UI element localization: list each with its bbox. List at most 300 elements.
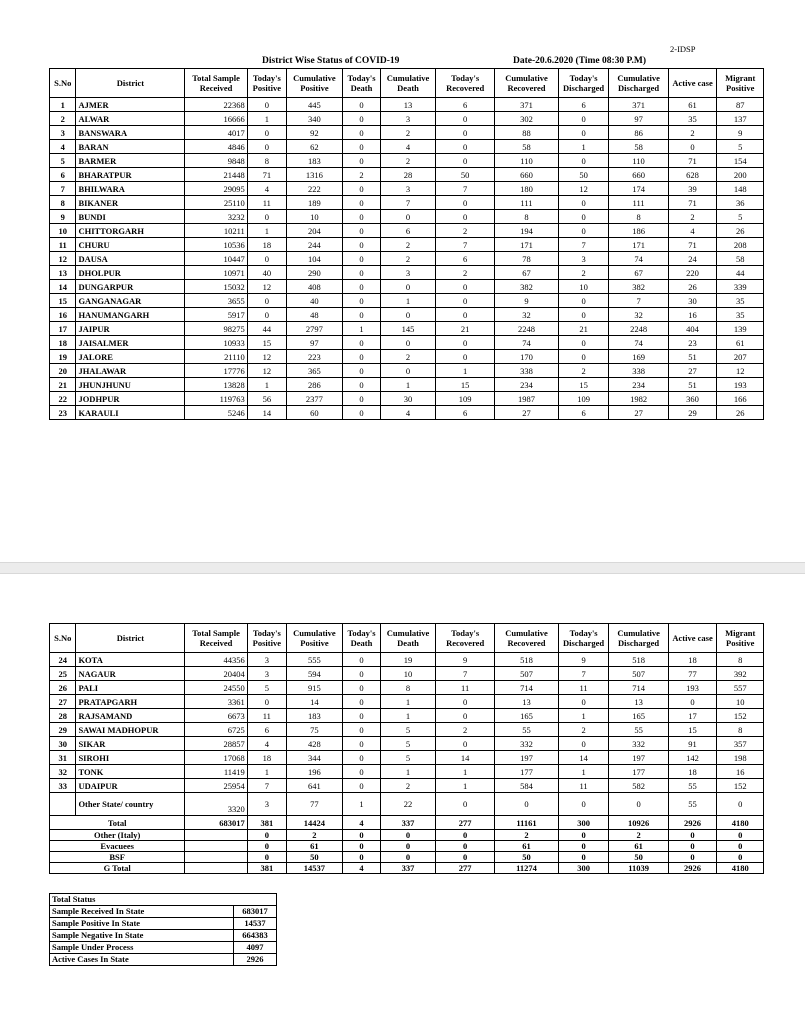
value-cell: 428 <box>286 737 342 751</box>
value-cell: 197 <box>609 751 668 765</box>
value-cell: 365 <box>286 364 342 378</box>
summary-value-cell: 381 <box>247 863 286 874</box>
value-cell: 21448 <box>185 168 247 182</box>
value-cell: 13 <box>609 695 668 709</box>
value-cell: 21 <box>558 322 609 336</box>
table-row <box>50 112 764 126</box>
table-row <box>50 98 764 112</box>
table-row <box>50 294 764 308</box>
serial-number-cell: 6 <box>50 168 76 182</box>
value-cell: 8 <box>717 723 764 737</box>
value-cell: 111 <box>609 196 668 210</box>
value-cell: 6725 <box>185 723 247 737</box>
value-cell: 11419 <box>185 765 247 779</box>
district-table-part-two <box>49 623 764 874</box>
value-cell: 0 <box>342 653 380 667</box>
value-cell: 0 <box>247 98 286 112</box>
value-cell: 35 <box>717 294 764 308</box>
value-cell: 67 <box>495 266 558 280</box>
value-cell: 17068 <box>185 751 247 765</box>
value-cell: 5 <box>381 751 436 765</box>
total-value-cell: 683017 <box>185 816 247 830</box>
serial-number-cell: 30 <box>50 737 76 751</box>
value-cell: 60 <box>286 406 342 420</box>
value-cell: 3 <box>247 653 286 667</box>
value-cell: 40 <box>247 266 286 280</box>
value-cell: 183 <box>286 154 342 168</box>
summary-value-cell: 50 <box>286 852 342 863</box>
value-cell: 10933 <box>185 336 247 350</box>
summary-label: Other (Italy) <box>50 830 185 841</box>
value-cell: 17 <box>668 709 717 723</box>
value-cell: 14 <box>436 751 495 765</box>
value-cell: 67 <box>609 266 668 280</box>
value-cell: 7 <box>381 196 436 210</box>
value-cell: 2 <box>436 723 495 737</box>
value-cell: 2 <box>558 266 609 280</box>
value-cell: 25954 <box>185 779 247 793</box>
value-cell: 11 <box>436 681 495 695</box>
district-name-cell: JAIPUR <box>76 322 185 336</box>
summary-value-cell: 0 <box>668 830 717 841</box>
value-cell: 15 <box>558 378 609 392</box>
value-cell: 0 <box>342 667 380 681</box>
value-cell: 24550 <box>185 681 247 695</box>
value-cell: 0 <box>342 238 380 252</box>
value-cell: 142 <box>668 751 717 765</box>
other-state-row <box>50 793 764 816</box>
value-cell: 165 <box>609 709 668 723</box>
value-cell: 152 <box>717 779 764 793</box>
value-cell: 1 <box>558 709 609 723</box>
summary-value-cell: 4180 <box>717 863 764 874</box>
value-cell: 1987 <box>495 392 558 406</box>
value-cell: 339 <box>717 280 764 294</box>
value-cell: 1 <box>558 765 609 779</box>
value-cell: 0 <box>558 210 609 224</box>
value-cell: 3655 <box>185 294 247 308</box>
value-cell: 7 <box>558 238 609 252</box>
value-cell: 11 <box>247 709 286 723</box>
district-name-cell: TONK <box>76 765 185 779</box>
value-cell: 61 <box>668 98 717 112</box>
value-cell: 0 <box>342 723 380 737</box>
value-cell: 1 <box>342 793 380 816</box>
value-cell: 75 <box>286 723 342 737</box>
value-cell: 0 <box>436 112 495 126</box>
value-cell: 62 <box>286 140 342 154</box>
value-cell: 1 <box>381 294 436 308</box>
value-cell: 0 <box>436 336 495 350</box>
value-cell: 1 <box>381 709 436 723</box>
value-cell: 92 <box>286 126 342 140</box>
value-cell: 8 <box>381 681 436 695</box>
value-cell: 0 <box>558 737 609 751</box>
value-cell: 51 <box>668 378 717 392</box>
value-cell: 28857 <box>185 737 247 751</box>
serial-number-cell: 2 <box>50 112 76 126</box>
status-row <box>50 942 277 954</box>
column-header: Total Sample Received <box>185 69 247 98</box>
value-cell: 9 <box>436 653 495 667</box>
serial-number-cell: 8 <box>50 196 76 210</box>
value-cell: 518 <box>495 653 558 667</box>
value-cell: 10536 <box>185 238 247 252</box>
value-cell: 0 <box>342 751 380 765</box>
value-cell: 110 <box>609 154 668 168</box>
value-cell: 0 <box>668 140 717 154</box>
summary-value-cell: 277 <box>436 863 495 874</box>
value-cell: 0 <box>381 364 436 378</box>
value-cell: 200 <box>717 168 764 182</box>
value-cell: 13828 <box>185 378 247 392</box>
value-cell: 4846 <box>185 140 247 154</box>
value-cell: 16 <box>668 308 717 322</box>
district-name-cell: PALI <box>76 681 185 695</box>
value-cell: 0 <box>342 406 380 420</box>
district-table-part-one <box>49 68 764 420</box>
total-value-cell: 277 <box>436 816 495 830</box>
value-cell: 71 <box>247 168 286 182</box>
value-cell: 0 <box>247 308 286 322</box>
summary-value-cell: 50 <box>495 852 558 863</box>
value-cell: 518 <box>609 653 668 667</box>
value-cell: 104 <box>286 252 342 266</box>
value-cell: 174 <box>609 182 668 196</box>
district-name-cell: JODHPUR <box>76 392 185 406</box>
value-cell: 9 <box>717 126 764 140</box>
document-id: 2-IDSP <box>670 44 696 54</box>
value-cell: 28 <box>381 168 436 182</box>
value-cell: 170 <box>495 350 558 364</box>
value-cell: 5246 <box>185 406 247 420</box>
summary-label: BSF <box>50 852 185 863</box>
value-cell: 332 <box>609 737 668 751</box>
value-cell: 0 <box>342 737 380 751</box>
value-cell: 0 <box>342 182 380 196</box>
value-cell: 660 <box>495 168 558 182</box>
district-name-cell: HANUMANGARH <box>76 308 185 322</box>
value-cell: 3 <box>558 252 609 266</box>
value-cell: 0 <box>342 224 380 238</box>
column-header: Cumulative Death <box>381 69 436 98</box>
serial-number-cell: 27 <box>50 695 76 709</box>
status-value: 14537 <box>234 918 277 930</box>
value-cell: 0 <box>342 112 380 126</box>
value-cell: 0 <box>342 252 380 266</box>
serial-number-cell: 5 <box>50 154 76 168</box>
value-cell: 22 <box>381 793 436 816</box>
value-cell: 0 <box>558 336 609 350</box>
value-cell: 0 <box>381 280 436 294</box>
total-value-cell: 300 <box>558 816 609 830</box>
value-cell: 13 <box>381 98 436 112</box>
table-row <box>50 308 764 322</box>
value-cell: 1 <box>558 140 609 154</box>
table-row <box>50 252 764 266</box>
column-header: S.No <box>50 69 76 98</box>
value-cell: 4017 <box>185 126 247 140</box>
total-value-cell: 4 <box>342 816 380 830</box>
value-cell: 0 <box>342 98 380 112</box>
value-cell: 332 <box>495 737 558 751</box>
summary-value-cell: 0 <box>558 830 609 841</box>
value-cell: 0 <box>436 210 495 224</box>
summary-value-cell: 61 <box>286 841 342 852</box>
value-cell: 244 <box>286 238 342 252</box>
summary-value-cell: 11039 <box>609 863 668 874</box>
column-header: Today's Death <box>342 624 380 653</box>
value-cell: 1982 <box>609 392 668 406</box>
district-name-cell: BARAN <box>76 140 185 154</box>
summary-value-cell <box>185 863 247 874</box>
value-cell: 40 <box>286 294 342 308</box>
value-cell: 97 <box>286 336 342 350</box>
total-value-cell: 11161 <box>495 816 558 830</box>
district-name-cell: BANSWARA <box>76 126 185 140</box>
value-cell: 0 <box>558 112 609 126</box>
value-cell: 18 <box>668 653 717 667</box>
value-cell: 29095 <box>185 182 247 196</box>
value-cell: 10 <box>381 667 436 681</box>
summary-row <box>50 841 764 852</box>
value-cell: 12 <box>558 182 609 196</box>
district-name-cell: CHURU <box>76 238 185 252</box>
value-cell: 0 <box>342 294 380 308</box>
value-cell: 2 <box>436 266 495 280</box>
value-cell: 55 <box>495 723 558 737</box>
value-cell: 1 <box>436 364 495 378</box>
column-header: District <box>76 69 185 98</box>
district-name-cell: DHOLPUR <box>76 266 185 280</box>
column-header: Active case <box>668 624 717 653</box>
value-cell: 7 <box>247 779 286 793</box>
value-cell: 12 <box>717 364 764 378</box>
value-cell: 234 <box>609 378 668 392</box>
value-cell: 0 <box>381 336 436 350</box>
serial-number-cell: 19 <box>50 350 76 364</box>
status-value: 664383 <box>234 930 277 942</box>
table-row <box>50 779 764 793</box>
value-cell: 555 <box>286 653 342 667</box>
serial-number-cell: 28 <box>50 709 76 723</box>
value-cell: 0 <box>342 350 380 364</box>
value-cell: 26 <box>717 224 764 238</box>
serial-number-cell: 7 <box>50 182 76 196</box>
value-cell: 5 <box>381 737 436 751</box>
column-header: Migrant Positive <box>717 69 764 98</box>
value-cell: 234 <box>495 378 558 392</box>
summary-value-cell: 0 <box>717 841 764 852</box>
column-header: District <box>76 624 185 653</box>
value-cell: 55 <box>668 779 717 793</box>
value-cell: 582 <box>609 779 668 793</box>
status-row <box>50 930 277 942</box>
value-cell: 5 <box>717 140 764 154</box>
table-row <box>50 210 764 224</box>
district-name-cell: BUNDI <box>76 210 185 224</box>
total-value-cell: 381 <box>247 816 286 830</box>
column-header: Today's Recovered <box>436 69 495 98</box>
value-cell: 0 <box>436 308 495 322</box>
value-cell: 0 <box>558 793 609 816</box>
value-cell: 340 <box>286 112 342 126</box>
status-label: Active Cases In State <box>50 954 234 966</box>
value-cell: 193 <box>668 681 717 695</box>
value-cell: 7 <box>436 182 495 196</box>
value-cell: 197 <box>495 751 558 765</box>
table-row <box>50 140 764 154</box>
value-cell: 0 <box>436 350 495 364</box>
summary-value-cell: 4 <box>342 863 380 874</box>
value-cell: 78 <box>495 252 558 266</box>
value-cell: 2 <box>558 723 609 737</box>
value-cell: 166 <box>717 392 764 406</box>
value-cell: 44 <box>717 266 764 280</box>
summary-row <box>50 830 764 841</box>
value-cell: 55 <box>609 723 668 737</box>
serial-number-cell: 20 <box>50 364 76 378</box>
value-cell: 50 <box>436 168 495 182</box>
serial-number-cell: 25 <box>50 667 76 681</box>
district-name-cell: AJMER <box>76 98 185 112</box>
table-row <box>50 238 764 252</box>
value-cell: 97 <box>609 112 668 126</box>
status-value: 683017 <box>234 906 277 918</box>
value-cell: 14 <box>247 406 286 420</box>
table-row <box>50 350 764 364</box>
value-cell: 56 <box>247 392 286 406</box>
summary-value-cell <box>185 841 247 852</box>
value-cell: 0 <box>247 210 286 224</box>
value-cell: 193 <box>717 378 764 392</box>
value-cell: 10447 <box>185 252 247 266</box>
value-cell: 2 <box>381 154 436 168</box>
serial-number-cell: 16 <box>50 308 76 322</box>
district-name-cell: GANGANAGAR <box>76 294 185 308</box>
district-name-cell: Other State/ country <box>76 793 185 816</box>
summary-row <box>50 863 764 874</box>
value-cell: 15 <box>436 378 495 392</box>
value-cell: 302 <box>495 112 558 126</box>
column-header: Today's Discharged <box>558 624 609 653</box>
value-cell: 0 <box>342 392 380 406</box>
value-cell: 58 <box>717 252 764 266</box>
value-cell: 3232 <box>185 210 247 224</box>
district-name-cell: BARMER <box>76 154 185 168</box>
value-cell: 29 <box>668 406 717 420</box>
value-cell: 338 <box>609 364 668 378</box>
summary-value-cell: 50 <box>609 852 668 863</box>
value-cell: 357 <box>717 737 764 751</box>
column-header: Cumulative Discharged <box>609 624 668 653</box>
report-date: Date-20.6.2020 (Time 08:30 P.M) <box>513 56 646 66</box>
summary-value-cell: 0 <box>381 830 436 841</box>
serial-number-cell: 4 <box>50 140 76 154</box>
summary-label: G Total <box>50 863 185 874</box>
district-name-cell: DAUSA <box>76 252 185 266</box>
value-cell: 408 <box>286 280 342 294</box>
value-cell: 220 <box>668 266 717 280</box>
serial-number-cell: 15 <box>50 294 76 308</box>
value-cell: 18 <box>668 765 717 779</box>
value-cell: 11 <box>558 681 609 695</box>
column-header: Cumulative Positive <box>286 624 342 653</box>
value-cell <box>50 793 76 816</box>
value-cell: 32 <box>495 308 558 322</box>
value-cell: 1 <box>247 224 286 238</box>
summary-value-cell: 0 <box>381 841 436 852</box>
value-cell: 12 <box>247 364 286 378</box>
table-row <box>50 196 764 210</box>
value-cell: 152 <box>717 709 764 723</box>
value-cell: 24 <box>668 252 717 266</box>
table-row <box>50 406 764 420</box>
value-cell: 628 <box>668 168 717 182</box>
summary-value-cell: 0 <box>247 830 286 841</box>
table-row <box>50 765 764 779</box>
value-cell: 1 <box>381 378 436 392</box>
value-cell: 98275 <box>185 322 247 336</box>
value-cell: 2 <box>381 252 436 266</box>
district-name-cell: BHARATPUR <box>76 168 185 182</box>
value-cell: 77 <box>668 667 717 681</box>
value-cell: 392 <box>717 667 764 681</box>
value-cell: 0 <box>558 196 609 210</box>
summary-value-cell: 61 <box>609 841 668 852</box>
value-cell: 290 <box>286 266 342 280</box>
district-name-cell: SIROHI <box>76 751 185 765</box>
table-row <box>50 695 764 709</box>
summary-value-cell: 0 <box>717 830 764 841</box>
table-row <box>50 266 764 280</box>
report-title: District Wise Status of COVID-19 <box>262 56 400 66</box>
district-name-cell: RAJSAMAND <box>76 709 185 723</box>
value-cell: 445 <box>286 98 342 112</box>
value-cell: 4 <box>381 406 436 420</box>
value-cell: 0 <box>436 280 495 294</box>
value-cell: 223 <box>286 350 342 364</box>
value-cell: 110 <box>495 154 558 168</box>
value-cell: 0 <box>247 294 286 308</box>
value-cell: 154 <box>717 154 764 168</box>
value-cell: 7 <box>558 667 609 681</box>
value-cell: 2797 <box>286 322 342 336</box>
value-cell: 507 <box>609 667 668 681</box>
value-cell: 183 <box>286 709 342 723</box>
summary-value-cell: 0 <box>342 841 380 852</box>
value-cell: 6 <box>381 224 436 238</box>
table-row <box>50 723 764 737</box>
value-cell: 74 <box>609 252 668 266</box>
value-cell: 25110 <box>185 196 247 210</box>
value-cell: 6 <box>247 723 286 737</box>
value-cell: 50 <box>558 168 609 182</box>
status-label: Sample Under Process <box>50 942 234 954</box>
value-cell: 0 <box>381 308 436 322</box>
value-cell: 18 <box>247 238 286 252</box>
value-cell: 19 <box>381 653 436 667</box>
status-row <box>50 954 277 966</box>
column-header: Migrant Positive <box>717 624 764 653</box>
status-label: Sample Positive In State <box>50 918 234 930</box>
value-cell: 12 <box>247 280 286 294</box>
serial-number-cell: 23 <box>50 406 76 420</box>
value-cell: 4 <box>247 182 286 196</box>
value-cell: 21 <box>436 322 495 336</box>
value-cell: 196 <box>286 765 342 779</box>
value-cell: 3320 <box>185 793 247 816</box>
